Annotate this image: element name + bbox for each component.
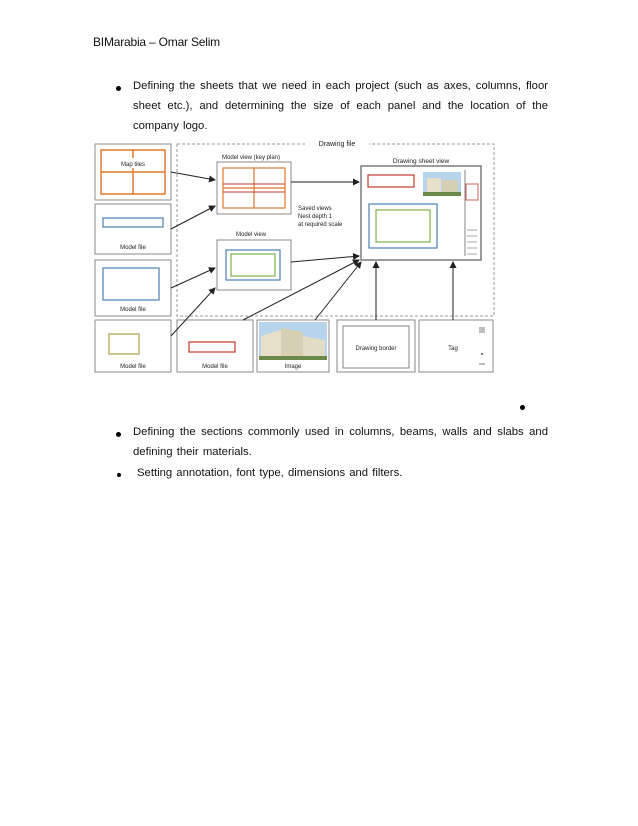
drawing-sheet-view-box bbox=[361, 166, 481, 260]
model-file-label: Model file bbox=[120, 364, 146, 370]
model-view-label: Model view bbox=[235, 232, 267, 238]
tag-label: Tag bbox=[448, 346, 458, 352]
paragraph-line: Defining the sheets that we need in each project (such as axes, columns, floor bbox=[133, 80, 548, 92]
bullet-paragraph-sections bbox=[133, 422, 548, 462]
drawing-border-label: Drawing border bbox=[355, 346, 397, 352]
bullet-dot bbox=[520, 405, 525, 410]
model-file-label: Model file bbox=[202, 364, 228, 370]
bullet-dot bbox=[116, 86, 121, 91]
building-photo-thumb bbox=[423, 172, 461, 196]
drawing-file-label: Drawing file bbox=[318, 141, 356, 148]
model-view-key-plan-label: Model view (key plan) bbox=[221, 155, 281, 161]
drawing-workflow-diagram bbox=[93, 140, 498, 376]
bullet-dot bbox=[116, 432, 121, 437]
bullet-paragraph-sheets bbox=[133, 76, 548, 136]
paragraph-line: Defining the sections commonly used in columns, beams, walls and slabs and bbox=[133, 426, 548, 438]
bullet-paragraph-annotation bbox=[137, 463, 552, 483]
paragraph-line: sheet etc.), and determining the size of each panel and the location of the bbox=[133, 100, 548, 112]
paragraph-line: defining their materials. bbox=[133, 446, 252, 458]
saved-views-line: Nest depth 1 bbox=[298, 214, 333, 220]
drawing-sheet-view-label: Drawing sheet view bbox=[392, 158, 450, 165]
image-label: Image bbox=[284, 364, 302, 370]
bullet-dot bbox=[117, 473, 121, 477]
paragraph-line: Setting annotation, font type, dimensions and filters. bbox=[137, 467, 403, 479]
model-file-label: Model file bbox=[120, 307, 146, 313]
building-photo bbox=[259, 322, 327, 360]
paragraph-line: company logo. bbox=[133, 120, 208, 132]
page-header: BIMarabia – Omar Selim bbox=[93, 35, 220, 49]
saved-views-line: Saved views bbox=[298, 206, 332, 212]
model-file-label: Model file bbox=[120, 245, 146, 251]
saved-views-line: at required scale bbox=[298, 222, 343, 228]
map-tiles-label: Map tiles bbox=[120, 162, 146, 168]
